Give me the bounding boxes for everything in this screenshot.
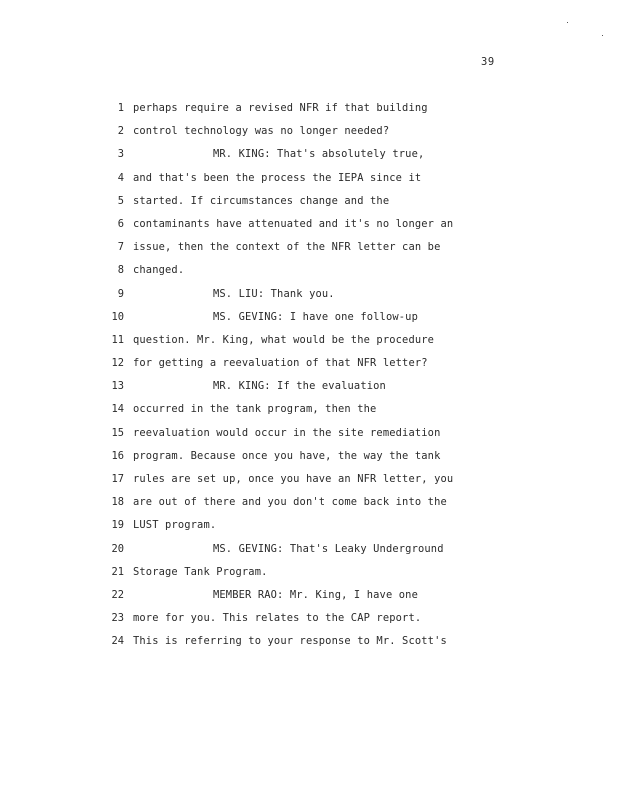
line-number: 18 [111, 496, 124, 509]
line-number: 6 [117, 217, 124, 230]
line-number: 3 [117, 148, 124, 161]
transcript-line [0, 468, 619, 491]
line-number: 9 [117, 287, 124, 300]
scan-speck [567, 22, 568, 23]
line-number: 11 [111, 333, 124, 346]
line-text: LUST program. [133, 519, 217, 532]
line-text: reevaluation would occur in the site remediation [133, 426, 441, 439]
line-number: 5 [117, 194, 124, 207]
line-text: more for you. This relates to the CAP report. [133, 612, 422, 625]
transcript-line [0, 630, 619, 653]
line-text: MS. GEVING: I have one follow-up [213, 310, 418, 323]
transcript-line [0, 329, 619, 352]
transcript-line [0, 190, 619, 213]
transcript-line [0, 120, 619, 143]
line-number: 4 [117, 171, 124, 184]
line-text: started. If circumstances change and the [133, 194, 390, 207]
transcript-line [0, 167, 619, 190]
line-text: program. Because once you have, the way the tank [133, 449, 441, 462]
transcript-line [0, 584, 619, 607]
line-text: MR. KING: That's absolutely true, [213, 148, 425, 161]
line-number: 23 [111, 612, 124, 625]
transcript-line [0, 352, 619, 375]
line-number: 13 [111, 380, 124, 393]
line-number: 24 [111, 635, 124, 648]
line-number: 17 [111, 473, 124, 485]
transcript-line [0, 213, 619, 236]
transcript-line [0, 236, 619, 259]
line-number: 22 [111, 588, 124, 601]
scan-speck [602, 35, 603, 36]
line-text: rules are set up, once you have an NFR letter, you [133, 473, 454, 485]
transcript-line [0, 514, 619, 537]
line-text: Storage Tank Program. [133, 565, 268, 578]
transcript-line [0, 491, 619, 514]
line-number: 10 [111, 310, 124, 323]
line-number: 16 [111, 449, 124, 462]
transcript-lines [0, 97, 619, 654]
transcript-line [0, 375, 619, 398]
line-text: MEMBER RAO: Mr. King, I have one [213, 588, 418, 601]
transcript-line [0, 306, 619, 329]
line-number: 14 [111, 403, 124, 416]
line-text: MS. LIU: Thank you. [213, 287, 335, 300]
line-number: 12 [111, 357, 124, 370]
line-number: 1 [117, 102, 124, 114]
line-number: 2 [117, 125, 124, 138]
line-text: and that's been the process the IEPA since it [133, 171, 422, 184]
line-text: perhaps require a revised NFR if that building [133, 102, 428, 114]
transcript-line [0, 143, 619, 166]
line-text: are out of there and you don't come back into the [133, 496, 447, 509]
line-number: 19 [111, 519, 124, 532]
transcript-line [0, 97, 619, 120]
page-number: 39 [481, 56, 495, 68]
line-text: changed. [133, 264, 185, 277]
transcript-line [0, 398, 619, 421]
line-text: for getting a reevaluation of that NFR letter? [133, 357, 428, 370]
line-text: issue, then the context of the NFR letter can be [133, 241, 441, 254]
line-text: This is referring to your response to Mr. Scott's [133, 635, 447, 648]
line-text: question. Mr. King, what would be the procedure [133, 333, 435, 346]
line-number: 7 [117, 241, 124, 254]
transcript-line [0, 561, 619, 584]
line-number: 20 [111, 542, 124, 555]
line-text: contaminants have attenuated and it's no longer an [133, 217, 454, 230]
line-text: occurred in the tank program, then the [133, 403, 377, 416]
transcript-line [0, 259, 619, 282]
line-number: 15 [111, 426, 124, 439]
line-text: MR. KING: If the evaluation [213, 380, 386, 393]
line-number: 21 [111, 565, 124, 578]
line-number: 8 [117, 264, 124, 277]
transcript-line [0, 445, 619, 468]
transcript-line [0, 607, 619, 630]
transcript-line [0, 538, 619, 561]
transcript-line [0, 283, 619, 306]
transcript-line [0, 422, 619, 445]
line-text: MS. GEVING: That's Leaky Underground [213, 542, 444, 555]
line-text: control technology was no longer needed? [133, 125, 390, 138]
